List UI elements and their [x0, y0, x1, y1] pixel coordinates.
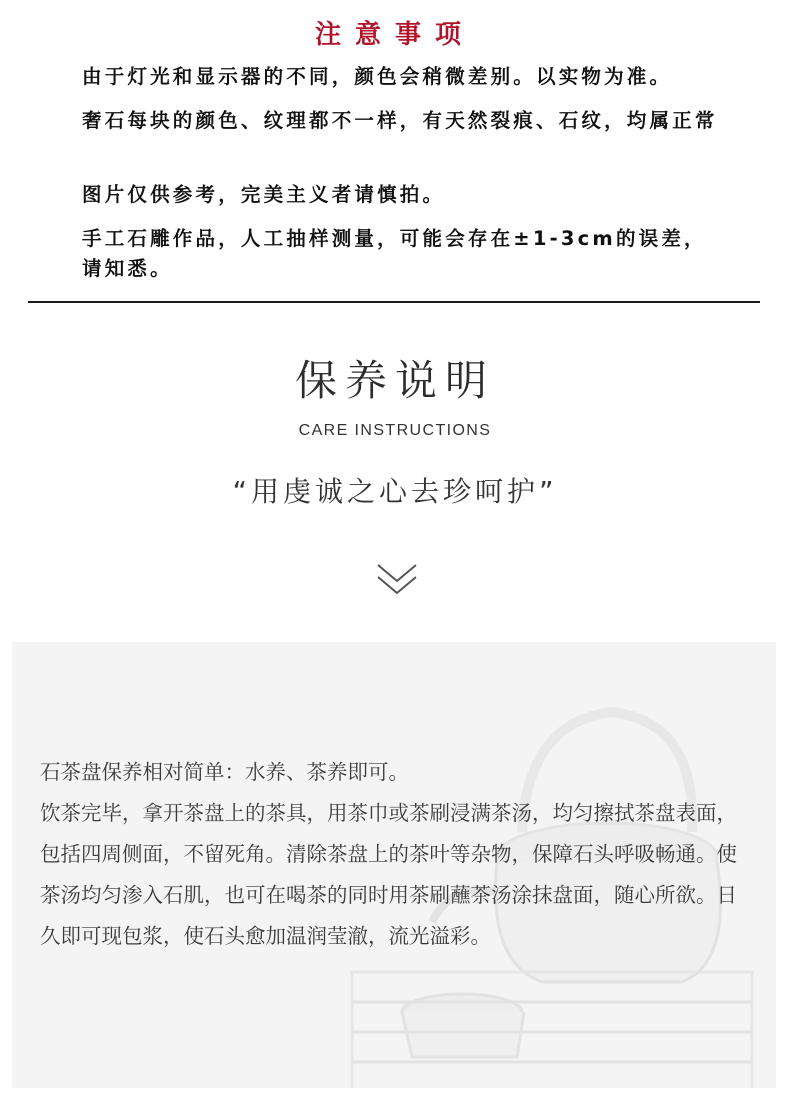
notice-title: 注意事项 — [314, 20, 475, 50]
care-panel — [12, 642, 776, 1088]
double-chevron-down-icon — [375, 561, 419, 597]
notice-line-color: 由于灯光和显示器的不同，颜色会稍微差别。以实物为准。 — [82, 65, 673, 88]
section-divider — [28, 301, 760, 303]
care-instructions-body — [40, 752, 752, 957]
notice-line-measurement: 手工石雕作品，人工抽样测量，可能会存在±1-3cm的误差，请知悉。 — [82, 227, 707, 280]
care-subtitle: CARE INSTRUCTIONS — [298, 422, 492, 439]
care-quote: “用虔诚之心去珍呵护” — [232, 475, 558, 508]
care-paragraph-summary: 石茶盘保养相对简单：水养、茶养即可。 — [40, 760, 409, 784]
notice-line-texture: 奢石每块的颜色、纹理都不一样，有天然裂痕、石纹，均属正常 — [82, 109, 718, 132]
notice-line-reference: 图片仅供参考，完美主义者请慎拍。 — [82, 183, 446, 206]
care-title: 保养说明 — [294, 356, 495, 405]
care-paragraph-method: 饮茶完毕，拿开茶盘上的茶具，用茶巾或茶刷浸满茶汤，均匀擦拭茶盘表面，包括四周侧面，不留死角。清除茶盘上的茶叶等杂物，保障石头呼吸畅通。使茶汤均匀渗入石肌，也可在喝茶的同时用茶刷蘸茶汤涂抹盘面，随心所欲。日久即可现包浆，使石头愈加温润莹澈，流光溢彩。 — [40, 801, 737, 948]
